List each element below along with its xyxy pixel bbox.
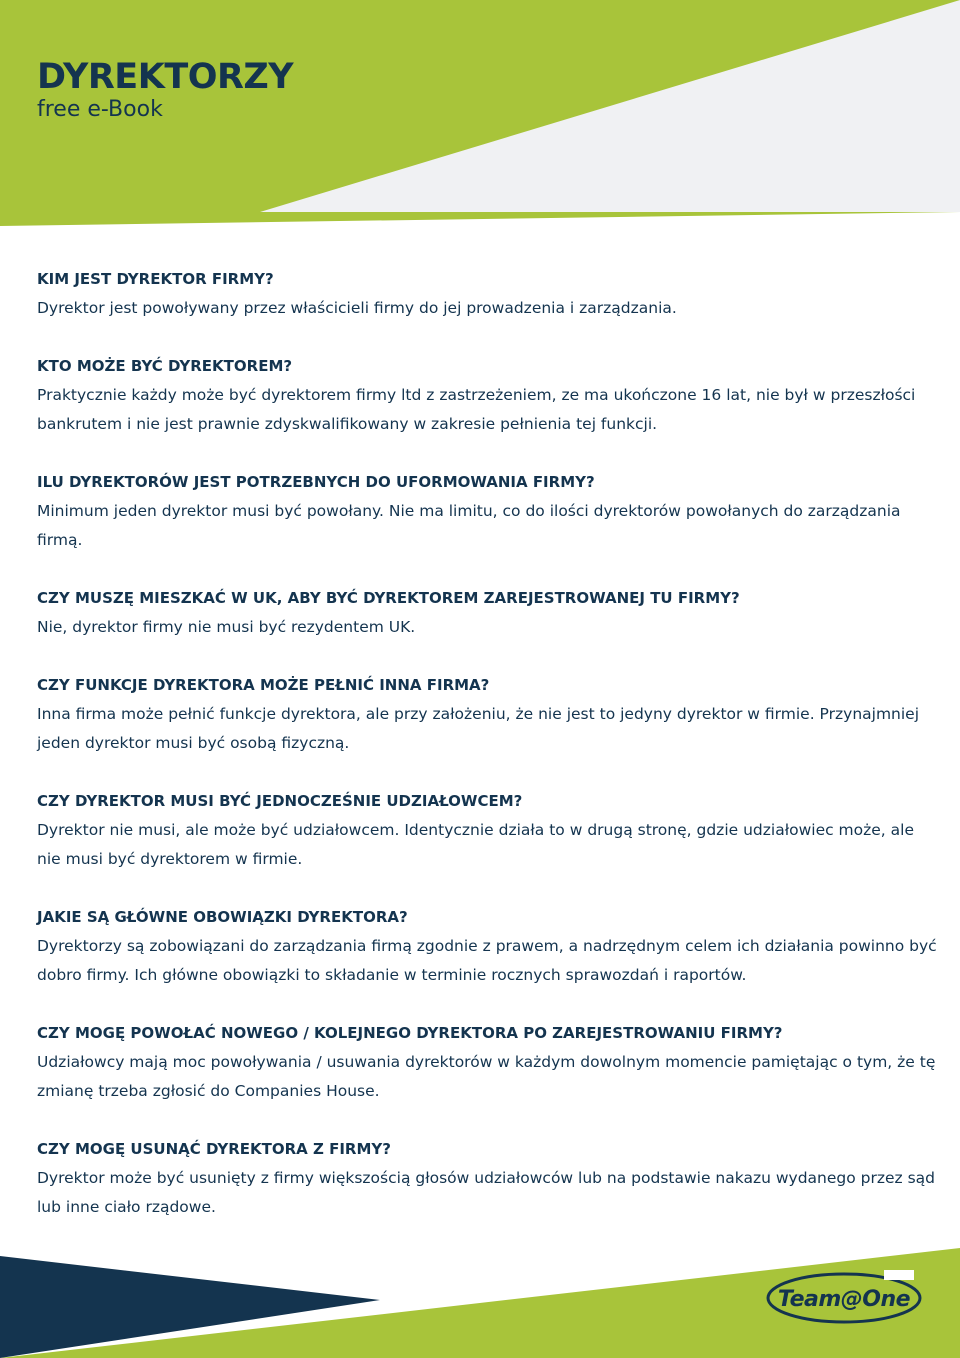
faq-answer: Udziałowcy mają moc powoływania / usuwania dyrektorów w każdym dowolnym momencie pamiętając o tym, że tę zmianę trzeba zgłosić do Companies House. (37, 1053, 936, 1100)
faq-item (37, 265, 937, 323)
faq-item (37, 903, 937, 990)
faq-item (37, 352, 937, 439)
logo-swoosh-gap (884, 1270, 914, 1280)
logo-text: Team@One (777, 1287, 911, 1312)
faq-answer: Praktycznie każdy może być dyrektorem firmy ltd z zastrzeżeniem, ze ma ukończone 16 lat, nie był w przeszłości bankrutem i nie jest prawnie zdyskwalifikowany w zakresie pełnienia tej funkcji. (37, 386, 916, 433)
faq-question: CZY FUNKCJE DYREKTORA MOŻE PEŁNIĆ INNA FIRMA? (37, 676, 490, 694)
faq-answer: Dyrektor jest powoływany przez właścicieli firmy do jej prowadzenia i zarządzania. (37, 299, 677, 317)
faq-question: KIM JEST DYREKTOR FIRMY? (37, 270, 274, 288)
faq-item (37, 671, 937, 758)
faq-item (37, 584, 937, 642)
document-header (37, 56, 293, 124)
faq-answer: Nie, dyrektor firmy nie musi być rezydentem UK. (37, 618, 416, 636)
faq-question: CZY MOGĘ POWOŁAĆ NOWEGO / KOLEJNEGO DYREKTORA PO ZAREJESTROWANIU FIRMY? (37, 1024, 783, 1042)
faq-content (37, 265, 937, 1222)
faq-item (37, 1135, 937, 1222)
faq-answer: Minimum jeden dyrektor musi być powołany. Nie ma limitu, co do ilości dyrektorów powołanych do zarządzania firmą. (37, 502, 901, 549)
faq-item (37, 1019, 937, 1106)
faq-question: ILU DYREKTORÓW JEST POTRZEBNYCH DO UFORMOWANIA FIRMY? (37, 473, 595, 491)
team-at-one-logo (764, 1270, 924, 1326)
faq-answer: Inna firma może pełnić funkcje dyrektora, ale przy założeniu, że nie jest to jedyny dyrektor w firmie. Przynajmniej jeden dyrektor musi być osobą fizyczną. (37, 705, 920, 752)
faq-question: CZY DYREKTOR MUSI BYĆ JEDNOCZEŚNIE UDZIAŁOWCEM? (37, 792, 523, 810)
faq-question: CZY MOGĘ USUNĄĆ DYREKTORA Z FIRMY? (37, 1140, 391, 1158)
faq-answer: Dyrektor może być usunięty z firmy większością głosów udziałowców lub na podstawie nakazu wydanego przez sąd lub inne ciało rządowe. (37, 1169, 936, 1216)
document-subtitle: free e-Book (37, 97, 163, 122)
faq-question: KTO MOŻE BYĆ DYREKTOREM? (37, 357, 293, 375)
faq-question: JAKIE SĄ GŁÓWNE OBOWIĄZKI DYREKTORA? (37, 908, 408, 926)
faq-question: CZY MUSZĘ MIESZKAĆ W UK, ABY BYĆ DYREKTOREM ZAREJESTROWANEJ TU FIRMY? (37, 589, 740, 607)
faq-item (37, 468, 937, 555)
faq-answer: Dyrektorzy są zobowiązani do zarządzania firmą zgodnie z prawem, a nadrzędnym celem ich działania powinno być dobro firmy. Ich główne obowiązki to składanie w terminie rocznych sprawozdań i raportów. (37, 937, 937, 984)
faq-item (37, 787, 937, 874)
document-title: DYREKTORZY (37, 57, 294, 97)
faq-answer: Dyrektor nie musi, ale może być udziałowcem. Identycznie działa to w drugą stronę, gdzie udziałowiec może, ale nie musi być dyrektorem w firmie. (37, 821, 914, 868)
